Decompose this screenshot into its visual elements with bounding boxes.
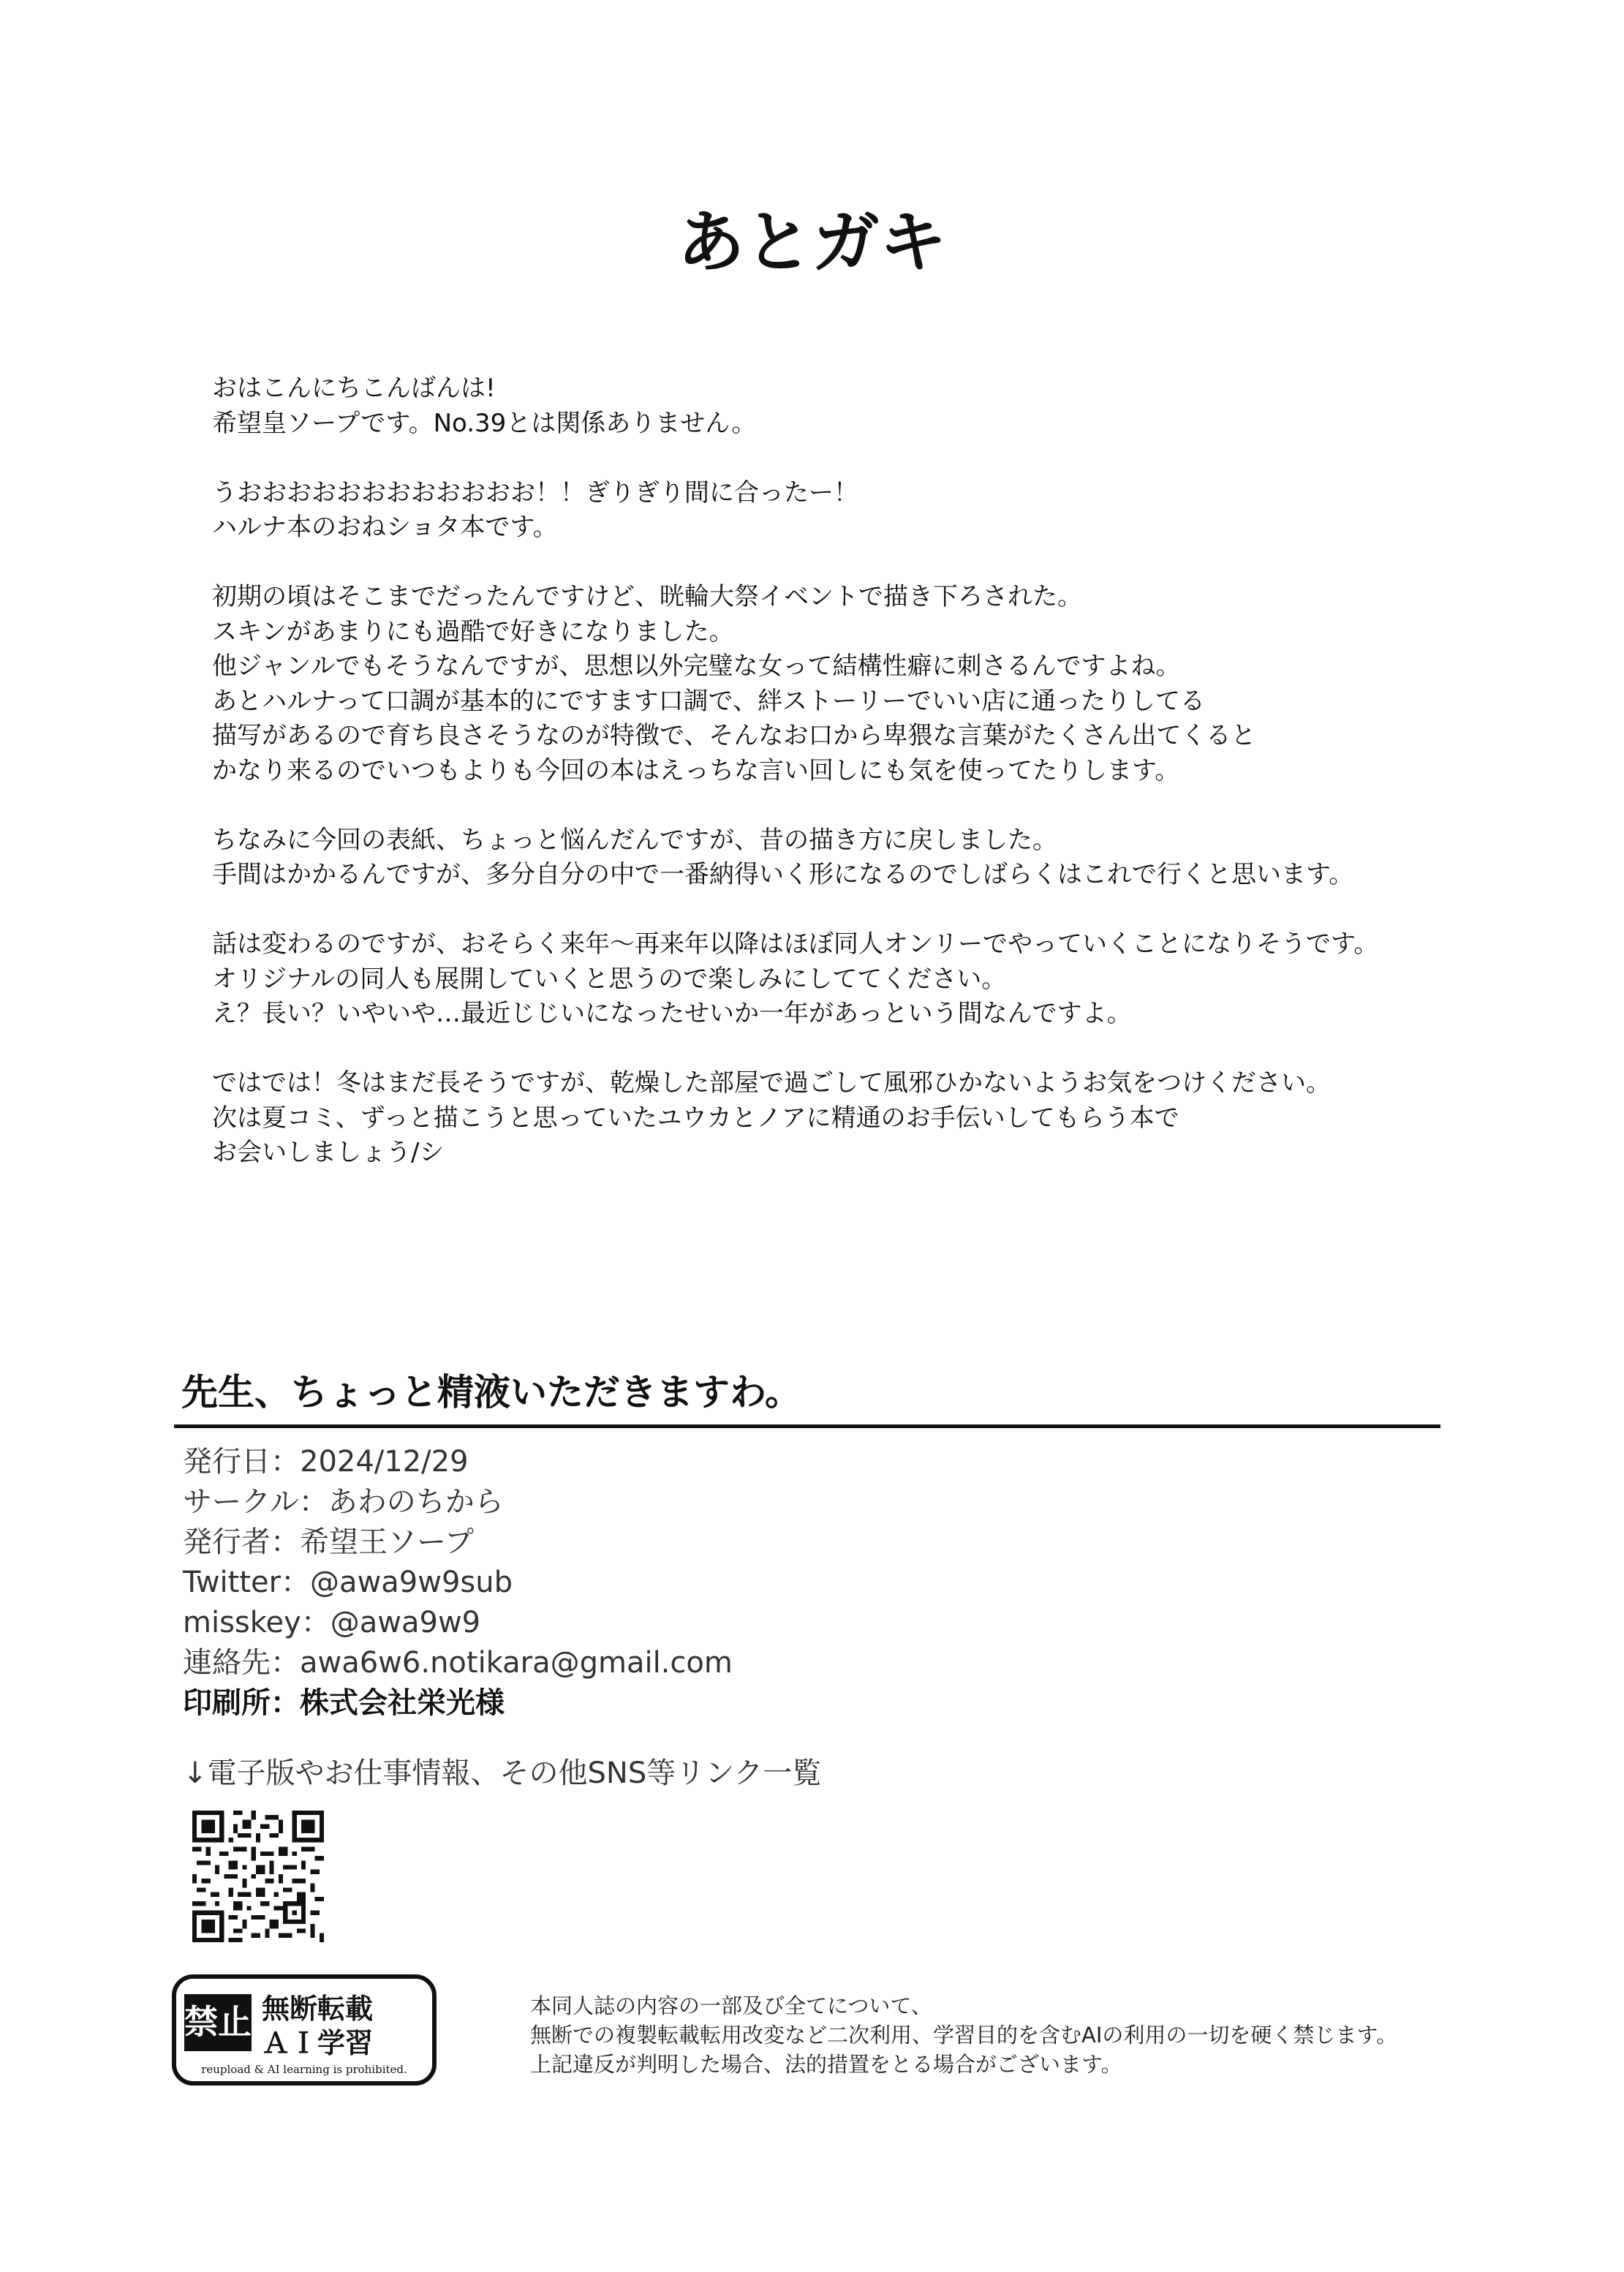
- legal-line: 上記違反が判明した場合、法的措置をとる場合がございます。: [530, 2052, 1122, 2077]
- misskey-handle: misskey：@awa9w9: [183, 1606, 481, 1639]
- text-line: 初期の頃はそこまでだったんですけど、晄輪大祭イベントで描き下ろされた。: [212, 582, 1082, 611]
- circle-name: サークル：あわのちから: [183, 1485, 504, 1519]
- afterword-title: あとガキ: [677, 203, 947, 282]
- publish-date: 発行日：2024/12/29: [183, 1445, 469, 1479]
- text-line: ではでは！冬はまだ長そうですが、乾燥した部屋で過ごして風邪ひかないようお気をつけください。: [212, 1068, 1331, 1098]
- twitter-handle: Twitter：@awa9w9sub: [183, 1566, 513, 1599]
- afterword-paragraph: [212, 371, 1514, 441]
- afterword-paragraph: [212, 476, 1514, 546]
- link-note: ↓電子版やお仕事情報、その他SNS等リンク一覧: [183, 1756, 822, 1790]
- legal-notice: [530, 1991, 1397, 2079]
- text-line: あとハルナって口調が基本的にですます口調で、絆ストーリーでいい店に通ったりしてる: [212, 686, 1205, 716]
- printer: 印刷所：株式会社栄光様: [183, 1686, 505, 1720]
- afterword-paragraph: [212, 1066, 1514, 1171]
- text-line: ハルナ本のおねショタ本です。: [212, 513, 558, 542]
- text-line: 次は夏コミ、ずっと描こうと思っていたユウカとノアに精通のお手伝いしてもらう本で: [212, 1103, 1179, 1133]
- afterword-paragraph: [212, 927, 1514, 1032]
- text-line: うおおおおおおおおおおおお！！ぎりぎり間に合ったー！: [212, 478, 858, 507]
- text-line: スキンがあまりにも過酷で好きになりました。: [212, 616, 734, 646]
- text-line: 話は変わるのですが、おそらく来年～再来年以降はほぼ同人オンリーでやっていくことになりそうです。: [212, 929, 1379, 959]
- text-line: ちなみに今回の表紙、ちょっと悩んだんですが、昔の描き方に戻しました。: [212, 825, 1057, 855]
- book-title: 先生、ちょっと精液いただきますわ。: [181, 1371, 801, 1414]
- publisher: 発行者：希望王ソープ: [183, 1525, 474, 1559]
- badge-kanji: 禁止: [184, 2002, 252, 2042]
- text-line: 描写があるので育ち良さそうなのが特徴で、そんなお口から卑猥な言葉がたくさん出てくると: [212, 721, 1256, 750]
- text-line: オリジナルの同人も展開していくと思うので楽しみにしててください。: [212, 964, 1007, 994]
- badge-caption: reupload & AI learning is prohibited.: [201, 2063, 407, 2076]
- badge-line2: ＡＩ学習: [262, 2027, 374, 2059]
- text-line: お会いしましょう/シ: [212, 1138, 445, 1167]
- afterword-paragraph: [212, 823, 1514, 893]
- text-line: 手間はかかるんですが、多分自分の中で一番納得いく形になるのでしばらくはこれで行くと思います。: [212, 860, 1354, 889]
- text-line: 他ジャンルでもそうなんですが、思想以外完璧な女って結構性癖に刺さるんですよね。: [212, 652, 1181, 681]
- afterword-paragraph: [212, 580, 1514, 788]
- afterword-body: [212, 371, 1514, 1205]
- legal-line: 無断での複製転載転用改変など二次利用、学習目的を含むAIの利用の一切を硬く禁じます。: [530, 2023, 1398, 2048]
- contact-email: 連絡先：awa6w6.notikara@gmail.com: [183, 1646, 733, 1680]
- divider: [174, 1424, 1440, 1428]
- qr-code-icon[interactable]: [192, 1811, 324, 1942]
- text-line: かなり来るのでいつもよりも今回の本はえっちな言い回しにも気を使ってたりします。: [212, 755, 1180, 785]
- badge-line1: 無断転載: [262, 1993, 374, 2025]
- text-line: おはこんにちこんばんは!: [212, 374, 496, 403]
- legal-line: 本同人誌の内容の一部及び全てについて、: [530, 1993, 932, 2018]
- text-line: 希望皇ソープです。No.39とは関係ありません。: [212, 408, 757, 438]
- no-reupload-badge: [170, 1972, 439, 2088]
- colophon: [183, 1442, 733, 1724]
- text-line: え？長い？いやいや…最近じじいになったせいか一年があっという間なんですよ。: [212, 999, 1132, 1028]
